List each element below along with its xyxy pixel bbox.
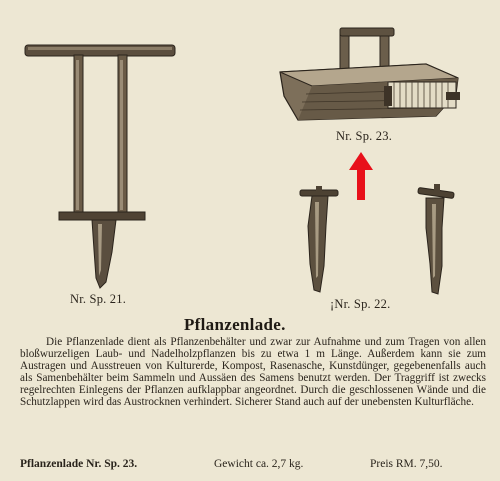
- page-title: Pflanzenlade.: [184, 315, 286, 334]
- tool-sp22-right-illustration: [412, 184, 462, 299]
- item-number: Pflanzenlade Nr. Sp. 23.: [20, 458, 138, 470]
- tool-sp21-illustration: [22, 40, 182, 290]
- caption-sp21: Nr. Sp. 21.: [70, 292, 127, 306]
- red-arrow-icon: [348, 150, 374, 202]
- planting-box-sp23-illustration: [276, 24, 466, 126]
- description-paragraph: Die Pflanzenlade dient als Pflanzenbehälter und zwar zur Aufnahme und zum Tragen von allen bloßwurzeligen Laub- und Nadelholzpflanzen bis zu etwa 1 m Länge. Außerdem kann sie zum Austragen und Ausstreuen von Kulturerde, Kompost, Rasenasche, Kunstdünger, gegebenenfalls auch als Samenbehälter beim Sammeln und Aussäen des Samens benutzt werden. Der Traggriff ist zwecks regelrechten Einlegens der Pflanzen aufklappbar angeordnet. Durch die geschlossenen Wände und die Schutzlappen wird das Austrocknen verhindert. Sicherer Stand auch auf der unebensten Kulturfläche.: [20, 336, 486, 409]
- item-weight: Gewicht ca. 2,7 kg.: [214, 458, 304, 470]
- tool-sp22-left-illustration: [294, 186, 344, 298]
- caption-sp22: ¡Nr. Sp. 22.: [330, 297, 391, 311]
- item-price: Preis RM. 7,50.: [370, 458, 443, 470]
- caption-sp23: Nr. Sp. 23.: [336, 129, 393, 143]
